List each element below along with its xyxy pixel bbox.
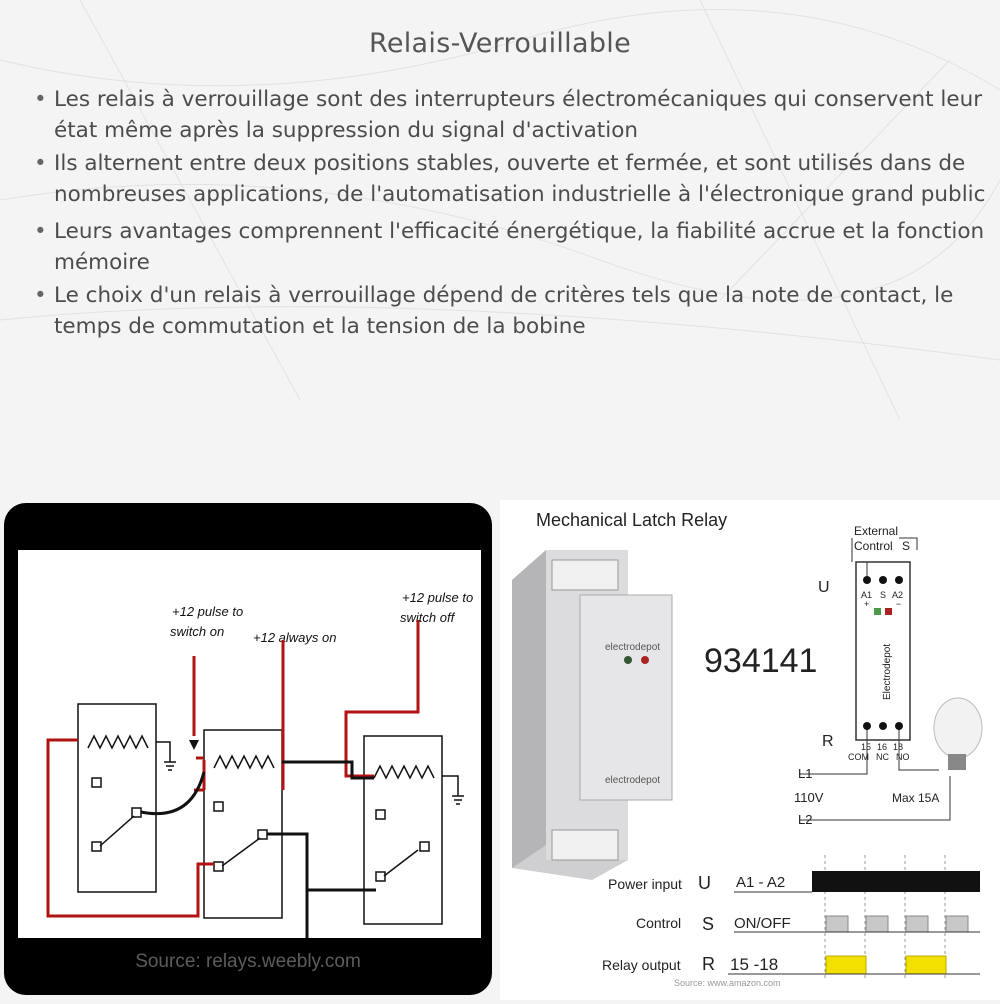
timing-output-letter: R (702, 954, 715, 974)
timing-power-name: Power input (608, 876, 682, 892)
max-current-label: Max 15A (892, 791, 940, 805)
letter-u: U (818, 579, 830, 596)
red-wire-pulse-off (346, 620, 418, 776)
timing-control-letter: S (702, 914, 715, 934)
letter-r: R (822, 733, 834, 750)
timing-output-terminal: 15 -18 (730, 955, 779, 974)
bullet-item: • Ils alternent entre deux positions stables, ouverte et fermée, et sont utilisés dans de nombreuses applications, de l'automatisation industrielle à l'électronique grand public (30, 148, 990, 210)
bullet-item: • Le choix d'un relais à verrouillage dépend de critères tels que la note de contact, le temps de commutation et la tension de la bobine (30, 280, 990, 342)
brand-label-top: electrodepot (605, 642, 661, 653)
timing-power-letter: U (698, 873, 711, 893)
external-control-label-2: Control (854, 539, 893, 553)
product-panel (500, 500, 1000, 1000)
terminal-a2: A2 (892, 590, 904, 600)
terminal-s: S (880, 590, 887, 600)
latch-relay-figure (500, 500, 1000, 1000)
wiring-diagram (794, 524, 982, 827)
voltage-label: 110V (794, 790, 824, 805)
terminal-18: 18 (893, 742, 904, 752)
product-source-caption: Source: www.amazon.com (674, 978, 781, 988)
timing-control-terminal: ON/OFF (734, 915, 791, 932)
relay-device-photo (512, 550, 672, 880)
bullet-list (30, 84, 990, 344)
relay-box-1 (78, 704, 156, 892)
external-control-s: S (902, 539, 911, 553)
figure-heading: Mechanical Latch Relay (536, 510, 728, 530)
terminal-nc: NC (876, 752, 889, 762)
timing-power-terminal: A1 - A2 (736, 874, 786, 891)
terminal-15: 15 (861, 742, 872, 752)
page-title: Relais-Verrouillable (369, 28, 631, 59)
external-control-label: External (854, 524, 899, 538)
terminal-minus: − (896, 599, 902, 609)
relay-box-3 (364, 736, 442, 924)
brand-label-bottom: electrodepot (605, 775, 661, 786)
timing-chart (602, 855, 980, 988)
line-l2: L2 (798, 812, 813, 827)
schematic-panel (4, 503, 492, 995)
timing-output-name: Relay output (602, 957, 681, 973)
source-caption: Source: relays.weebly.com (135, 951, 361, 972)
bullet-item: • Les relais à verrouillage sont des interrupteurs électromécaniques qui conservent leur état même après la suppression du signal d'activation (30, 84, 990, 146)
label-pulse-on-line1: +12 pulse to (172, 604, 244, 619)
label-pulse-off-line2: switch off (400, 610, 455, 625)
line-l1: L1 (798, 766, 813, 781)
label-pulse-off-line1: +12 pulse to (402, 590, 474, 605)
schematic-canvas (18, 550, 481, 938)
terminal-a1: A1 (861, 590, 873, 600)
timing-control-name: Control (636, 915, 682, 931)
part-number: 934141 (704, 642, 818, 680)
label-always-on: +12 always on (253, 630, 337, 645)
bullet-item: • Leurs avantages comprennent l'efficacité énergétique, la fiabilité accrue et la fonction mémoire (30, 216, 990, 278)
terminal-no: NO (896, 752, 910, 762)
device-label: Electrodepot (882, 643, 893, 700)
terminal-com: COM (848, 752, 869, 762)
bulb-icon (934, 698, 982, 770)
relay-schematic (18, 550, 481, 938)
terminal-plus: + (864, 599, 870, 609)
label-pulse-on-line2: switch on (170, 624, 225, 639)
terminal-16: 16 (877, 742, 888, 752)
